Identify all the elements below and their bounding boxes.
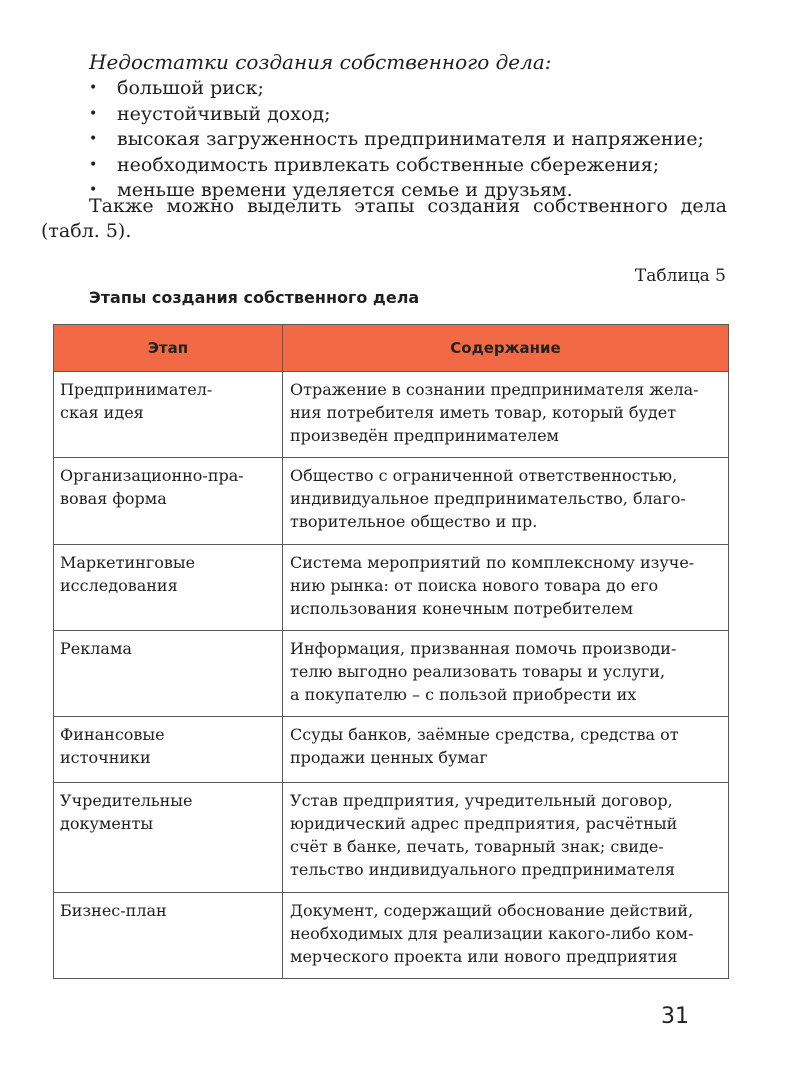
cell-line: Реклама (60, 639, 132, 658)
stages-table (53, 324, 729, 979)
content-cell (283, 717, 729, 783)
cell-line: юридический адрес предприятия, расчётный (290, 814, 678, 833)
cell-line: Общество с ограниченной ответственностью, (290, 466, 678, 485)
cell-line: счёт в банке, печать, товарный знак; свиде- (290, 837, 664, 856)
cell-line: Информация, призванная помочь производи- (290, 639, 677, 658)
stage-cell (54, 631, 283, 717)
table-row (54, 893, 729, 979)
cell-line: Устав предприятия, учредительный договор, (290, 791, 673, 810)
content-cell (283, 545, 729, 631)
stage-cell (54, 893, 283, 979)
table-number: Таблица 5 (634, 266, 726, 286)
content-cell (283, 893, 729, 979)
list-item-text: необходимость привлекать собственные сбережения; (117, 153, 660, 176)
table-row (54, 458, 729, 545)
cell-line: документы (60, 814, 154, 833)
table-row (54, 545, 729, 631)
cell-line: вовая форма (60, 489, 167, 508)
table-row (54, 372, 729, 458)
table-title: Этапы создания собственного дела (89, 288, 420, 307)
cell-line: Бизнес-план (60, 901, 167, 920)
list-item-text: большой риск; (117, 77, 264, 99)
bullet-icon: • (89, 80, 98, 96)
stage-cell (54, 458, 283, 545)
list-item-text: высокая загруженность предпринимателя и напряжение; (117, 128, 704, 150)
paragraph-line: Также можно выделить этапы создания собственного дела (89, 195, 727, 217)
stage-cell (54, 372, 283, 458)
cell-line: использования конечным потребителем (290, 599, 634, 618)
table-row (54, 783, 729, 893)
table-row (54, 717, 729, 783)
cell-line: произведён предпринимателем (290, 426, 559, 445)
disadvantages-heading: Недостатки создания собственного дела: (89, 50, 552, 74)
cell-line: ская идея (60, 403, 144, 422)
cell-line: индивидуальное предпринимательство, благо- (290, 489, 686, 508)
cell-line: Маркетинговые (60, 553, 196, 572)
cell-line: а покупателю – с пользой приобрести их (290, 685, 637, 704)
column-header-content: Содержание (283, 325, 729, 372)
table-row (54, 631, 729, 717)
stage-cell (54, 545, 283, 631)
cell-line: Финансовые (60, 725, 165, 744)
cell-line: исследования (60, 576, 178, 595)
list-item-text: меньше времени уделяется семье и друзьям. (117, 179, 573, 201)
cell-line: телю выгодно реализовать товары и услуги, (290, 662, 666, 681)
bullet-icon: • (89, 131, 98, 147)
list-item (89, 76, 704, 102)
page-number: 31 (661, 1004, 689, 1029)
list-item (89, 102, 704, 128)
cell-line: Отражение в сознании предпринимателя жела- (290, 380, 699, 399)
paragraph-line: (табл. 5). (41, 220, 132, 242)
column-header-stage: Этап (54, 325, 283, 372)
cell-line: Ссуды банков, заёмные средства, средства от (290, 725, 679, 744)
list-item (89, 153, 704, 179)
bullet-icon: • (89, 105, 98, 122)
content-cell (283, 631, 729, 717)
bullet-icon: • (89, 156, 98, 173)
cell-line: Предпринимател- (60, 380, 213, 399)
content-cell (283, 458, 729, 545)
cell-line: источники (60, 748, 151, 767)
content-cell (283, 783, 729, 893)
cell-line: Организационно-пра- (60, 466, 244, 485)
content-cell (283, 372, 729, 458)
cell-line: нию рынка: от поиска нового товара до его (290, 576, 659, 595)
cell-line: тельство индивидуального предпринимателя (290, 860, 676, 879)
cell-line: Система мероприятий по комплексному изуче- (290, 553, 695, 572)
cell-line: продажи ценных бумаг (290, 748, 488, 767)
cell-line: необходимых для реализации какого-либо ком- (290, 924, 694, 943)
list-item-text: неустойчивый доход; (117, 102, 331, 125)
disadvantages-list (89, 76, 704, 204)
cell-line: Документ, содержащий обоснование действий, (290, 901, 694, 920)
intro-paragraph (41, 194, 727, 244)
stage-cell (54, 717, 283, 783)
cell-line: Учредительные (60, 791, 193, 810)
cell-line: мерческого проекта или нового предприятия (290, 947, 678, 966)
cell-line: творительное общество и пр. (290, 512, 538, 531)
cell-line: ния потребителя иметь товар, который будет (290, 403, 677, 422)
table-header-row (54, 325, 729, 372)
list-item (89, 127, 704, 153)
bullet-icon: • (89, 182, 98, 198)
stage-cell (54, 783, 283, 893)
